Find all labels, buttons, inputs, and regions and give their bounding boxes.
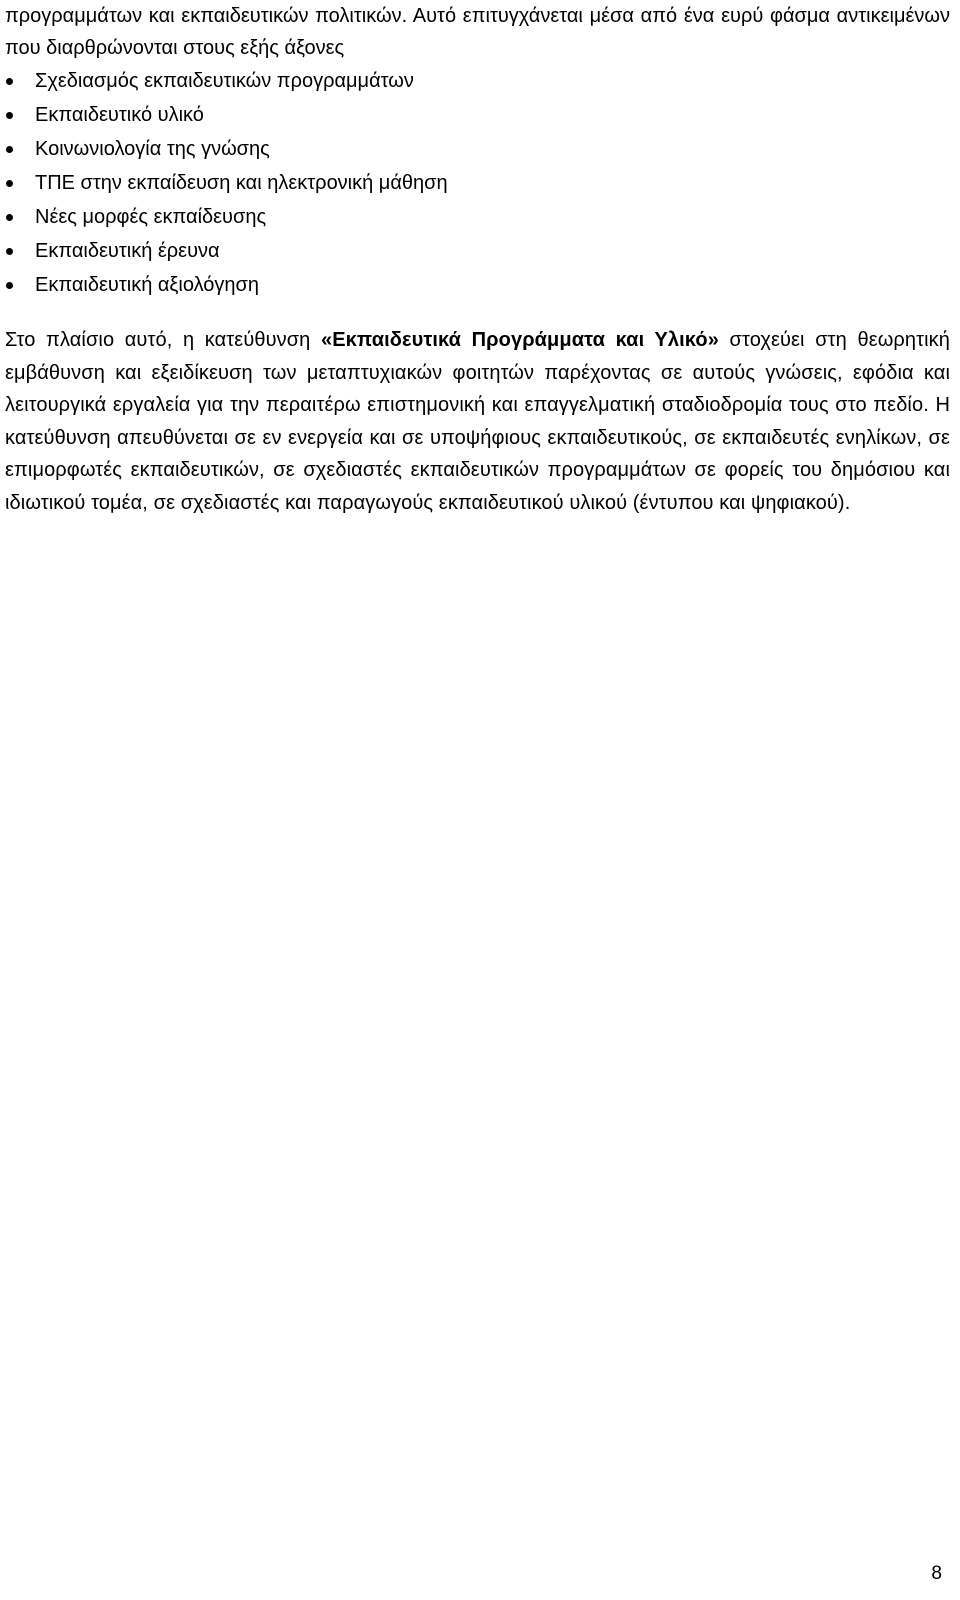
bullet-icon xyxy=(6,282,13,289)
document-page xyxy=(5,0,950,519)
list-item-text: Εκπαιδευτική αξιολόγηση xyxy=(35,274,259,296)
bullet-icon xyxy=(6,78,13,85)
list-item-text: Κοινωνιολογία της γνώσης xyxy=(35,138,270,160)
program-title: «Εκπαιδευτικά Προγράμματα και Υλικό» xyxy=(320,329,719,351)
page-number: 8 xyxy=(931,1563,942,1584)
list-item xyxy=(5,200,950,234)
list-item xyxy=(5,268,950,302)
list-item-text: Εκπαιδευτικό υλικό xyxy=(35,104,204,126)
bullet-icon xyxy=(6,248,13,255)
list-item-text: Σχεδιασμός εκπαιδευτικών προγραμμάτων xyxy=(35,70,414,92)
list-item-text: Εκπαιδευτική έρευνα xyxy=(35,240,220,262)
intro-paragraph: προγραμμάτων και εκπαιδευτικών πολιτικών. Αυτό επιτυγχάνεται μέσα από ένα ευρύ φάσμα αντικειμένων που διαρθρώνονται στους εξής άξονες xyxy=(5,5,950,59)
bullet-icon xyxy=(6,146,13,153)
list-item xyxy=(5,166,950,200)
list-item xyxy=(5,98,950,132)
list-item xyxy=(5,132,950,166)
bullet-icon xyxy=(6,112,13,119)
paragraph-lead: Στο πλαίσιο αυτό, η κατεύθυνση xyxy=(5,329,321,351)
axes-list xyxy=(5,64,950,302)
body-paragraph xyxy=(5,324,950,519)
bullet-icon xyxy=(6,214,13,221)
paragraph-rest: στοχεύει στη θεωρητική εμβάθυνση και εξειδίκευση των μεταπτυχιακών φοιτητών παρέχοντας σε αυτούς γνώσεις, εφόδια και λειτουργικά εργαλεία για την περαιτέρω επιστημονική και επαγγελματική σταδιοδρομία τους στο πεδίο. Η κατεύθυνση απευθύνεται σε εν ενεργεία και σε υποψήφιους εκπαιδευτικούς, σε εκπαιδευτές ενηλίκων, σε επιμορφωτές εκπαιδευτικών, σε σχεδιαστές εκπαιδευτικών προγραμμάτων σε φορείς του δημόσιου και ιδιωτικού τομέα, σε σχεδιαστές και παραγωγούς εκπαιδευτικού υλικού (έντυπου και ψηφιακού). xyxy=(5,329,950,514)
list-item xyxy=(5,234,950,268)
bullet-icon xyxy=(6,180,13,187)
list-item-text: Νέες μορφές εκπαίδευσης xyxy=(35,206,267,228)
list-item xyxy=(5,64,950,98)
list-item-text: ΤΠΕ στην εκπαίδευση και ηλεκτρονική μάθηση xyxy=(35,172,448,194)
